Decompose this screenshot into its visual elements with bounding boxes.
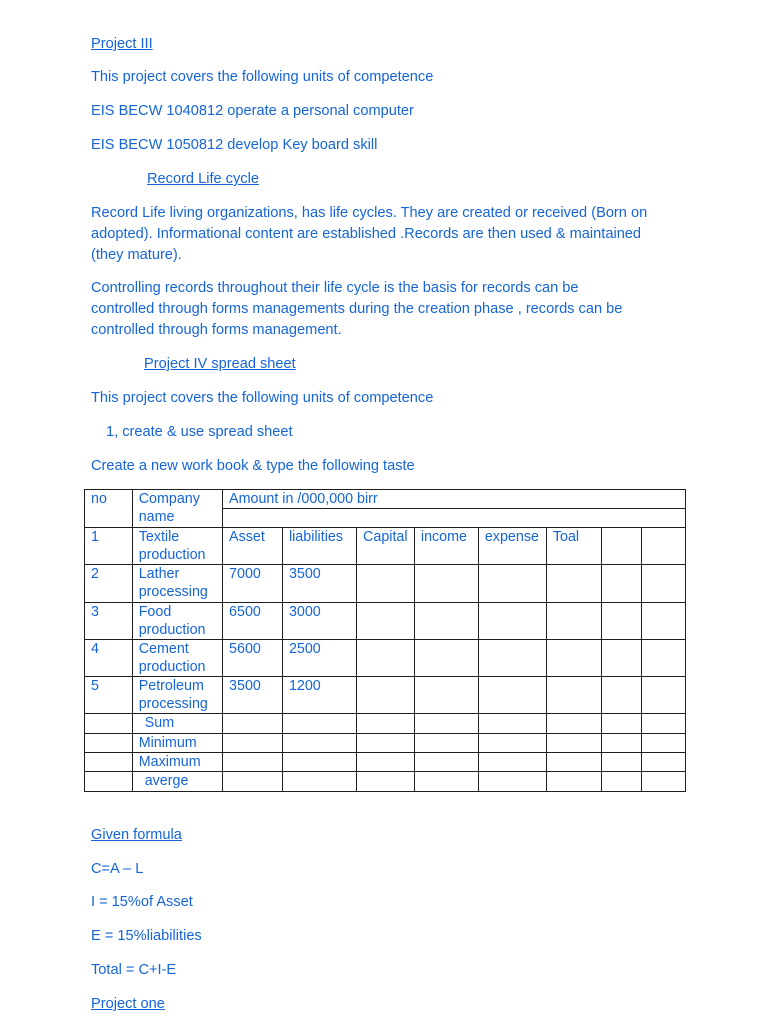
empty-cell (85, 752, 133, 771)
row-asset: 3500 (223, 677, 283, 714)
empty-cell (546, 602, 601, 639)
summary-label: averge (132, 771, 222, 791)
summary-row (85, 752, 686, 771)
empty-cell (642, 565, 686, 602)
paragraph-line: (they mature). (91, 247, 182, 263)
empty-cell (478, 714, 546, 733)
row-company: Cement production (132, 639, 222, 676)
header-no: no (85, 490, 133, 528)
project-iii-intro: This project covers the following units of competence (91, 69, 434, 85)
empty-cell (357, 752, 415, 771)
paragraph-line: controlled through forms management. (91, 322, 342, 338)
empty-cell (478, 733, 546, 752)
paragraph-line: controlled through forms managements during the creation phase , records can be (91, 301, 623, 317)
row-no: 2 (85, 565, 133, 602)
project-iv-instruction: Create a new work book & type the following taste (91, 458, 415, 474)
empty-cell (478, 771, 546, 791)
project-one-heading: Project one (91, 996, 165, 1012)
row-liabilities: 2500 (282, 639, 356, 676)
col-expense: expense (478, 528, 546, 565)
empty-cell (414, 733, 478, 752)
empty-cell (223, 771, 283, 791)
summary-label: Minimum (132, 733, 222, 752)
row-company: Textile production (132, 528, 222, 565)
empty-cell (414, 714, 478, 733)
empty-cell (478, 677, 546, 714)
col-extra (601, 528, 642, 565)
controlling-records-paragraph (91, 278, 691, 341)
row-company: Food production (132, 602, 222, 639)
empty-cell (546, 771, 601, 791)
empty-cell (601, 565, 642, 602)
col-liabilities: liabilities (282, 528, 356, 565)
row-company: Lather processing (132, 565, 222, 602)
empty-cell (414, 639, 478, 676)
empty-cell (546, 733, 601, 752)
paragraph-line: Record Life living organizations, has life cycles. They are created or received (Born on (91, 205, 648, 221)
empty-cell (414, 602, 478, 639)
table-row (85, 528, 686, 565)
empty-cell (642, 677, 686, 714)
empty-cell (357, 714, 415, 733)
project-iv-intro: This project covers the following units of competence (91, 390, 434, 406)
formula-line: I = 15%of Asset (91, 894, 193, 910)
summary-row (85, 771, 686, 791)
formula-line: E = 15%liabilities (91, 928, 202, 944)
empty-cell (642, 771, 686, 791)
row-liabilities: 3000 (282, 602, 356, 639)
empty-cell (357, 602, 415, 639)
empty-cell (223, 509, 686, 528)
row-asset: 7000 (223, 565, 283, 602)
empty-cell (601, 771, 642, 791)
empty-cell (601, 677, 642, 714)
record-life-paragraph (91, 203, 691, 266)
empty-cell (478, 752, 546, 771)
row-liabilities: 1200 (282, 677, 356, 714)
col-capital: Capital (357, 528, 415, 565)
empty-cell (357, 733, 415, 752)
unit-2: EIS BECW 1050812 develop Key board skill (91, 137, 378, 153)
empty-cell (478, 565, 546, 602)
table-row (85, 677, 686, 714)
project-iv-item-1: 1, create & use spread sheet (106, 424, 293, 440)
empty-cell (357, 677, 415, 714)
table-row (85, 639, 686, 676)
empty-cell (414, 677, 478, 714)
empty-cell (601, 752, 642, 771)
summary-row (85, 733, 686, 752)
empty-cell (546, 565, 601, 602)
empty-cell (85, 771, 133, 791)
formula-line: Total = C+I-E (91, 962, 177, 978)
empty-cell (282, 714, 356, 733)
empty-cell (223, 733, 283, 752)
row-company: Petroleum processing (132, 677, 222, 714)
empty-cell (223, 714, 283, 733)
summary-label: Sum (132, 714, 222, 733)
row-asset: 6500 (223, 602, 283, 639)
empty-cell (357, 771, 415, 791)
empty-cell (642, 733, 686, 752)
empty-cell (414, 771, 478, 791)
empty-cell (642, 602, 686, 639)
empty-cell (414, 752, 478, 771)
empty-cell (357, 565, 415, 602)
empty-cell (282, 733, 356, 752)
empty-cell (478, 639, 546, 676)
empty-cell (478, 602, 546, 639)
empty-cell (642, 752, 686, 771)
empty-cell (282, 752, 356, 771)
row-no: 1 (85, 528, 133, 565)
empty-cell (601, 714, 642, 733)
empty-cell (85, 714, 133, 733)
summary-label: Maximum (132, 752, 222, 771)
row-no: 4 (85, 639, 133, 676)
empty-cell (546, 677, 601, 714)
row-liabilities: 3500 (282, 565, 356, 602)
project-iii-title: Project III (91, 36, 153, 52)
empty-cell (357, 639, 415, 676)
empty-cell (601, 639, 642, 676)
empty-cell (282, 771, 356, 791)
empty-cell (601, 733, 642, 752)
empty-cell (223, 752, 283, 771)
row-no: 3 (85, 602, 133, 639)
col-asset: Asset (223, 528, 283, 565)
paragraph-line: adopted). Informational content are established .Records are then used & maintained (91, 226, 642, 242)
summary-row (85, 714, 686, 733)
header-amount: Amount in /000,000 birr (223, 490, 686, 509)
row-no: 5 (85, 677, 133, 714)
header-row (85, 490, 686, 509)
paragraph-line: Controlling records throughout their life cycle is the basis for records can be (91, 280, 579, 296)
empty-cell (642, 714, 686, 733)
table-row (85, 602, 686, 639)
spreadsheet-table (84, 489, 686, 792)
col-toal: Toal (546, 528, 601, 565)
formula-line: C=A – L (91, 861, 144, 877)
empty-cell (642, 639, 686, 676)
record-life-cycle-heading: Record Life cycle (147, 171, 259, 187)
col-income: income (414, 528, 478, 565)
row-asset: 5600 (223, 639, 283, 676)
empty-cell (85, 733, 133, 752)
empty-cell (601, 602, 642, 639)
empty-cell (546, 714, 601, 733)
empty-cell (546, 752, 601, 771)
table-row (85, 565, 686, 602)
project-iv-title: Project IV spread sheet (144, 356, 296, 372)
empty-cell (414, 565, 478, 602)
header-company-name: Company name (132, 490, 222, 528)
col-extra (642, 528, 686, 565)
unit-1: EIS BECW 1040812 operate a personal computer (91, 103, 414, 119)
empty-cell (546, 639, 601, 676)
given-formula-heading: Given formula (91, 827, 182, 843)
